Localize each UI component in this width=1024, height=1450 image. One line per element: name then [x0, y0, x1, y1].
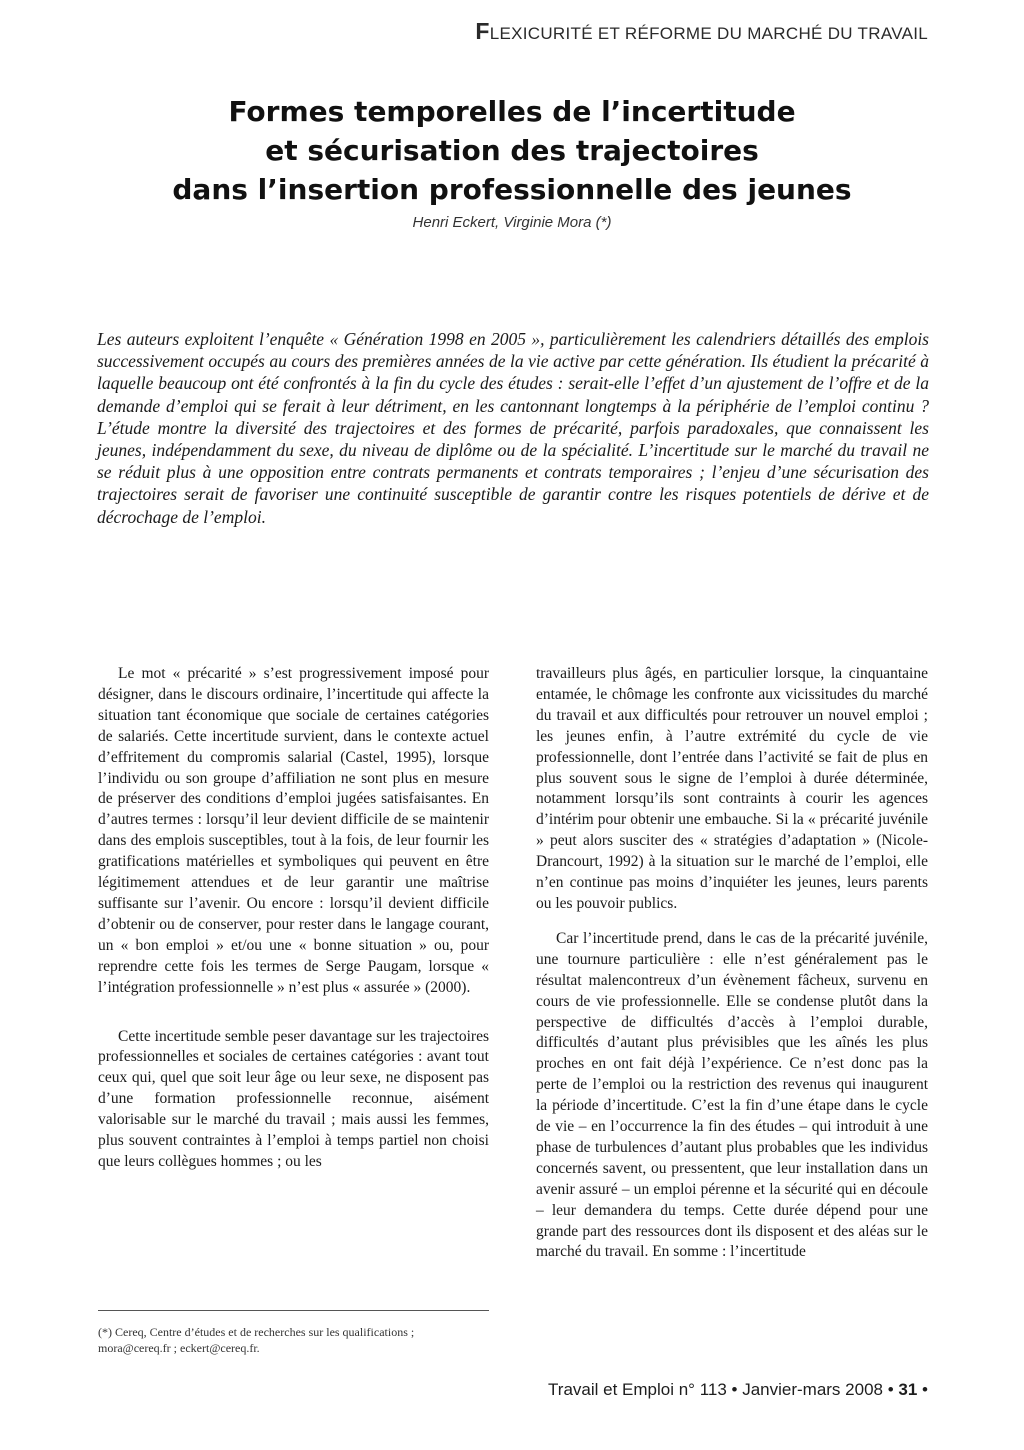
- footnote-divider: [98, 1310, 489, 1311]
- body-column-left: [98, 664, 489, 1173]
- body-paragraph: travailleurs plus âgés, en particulier lorsque, la cinquantaine entamée, le chômage les confronte aux vicissitudes du marché du travail et aux difficultés pour retrouver un nouvel emploi ; les jeunes enfin, à l’autre extrémité du cycle de vie professionnelle, dont l’entrée dans l’activité se fait de plus en plus souvent sous le signe de l’emploi à durée déterminée, notamment lorsqu’ils sont contraints à courir les agences d’intérim pour obtenir une embauche. Si la « précarité juvénile » peut alors susciter des « stratégies d’adaptation » (Nicole-Drancourt, 1992) à la situation sur le marché de l’emploi, elle n’en continue pas moins d’inquiéter les jeunes, leurs parents ou les pouvoir publics.: [536, 665, 928, 912]
- page-footer: [548, 1380, 928, 1400]
- body-column-right: [536, 664, 928, 1263]
- page-number: 31: [898, 1380, 918, 1399]
- article-title: [0, 92, 1024, 209]
- body-paragraph: Cette incertitude semble peser davantage sur les trajectoires professionnelles et sociales de certaines catégories : avant tout ceux qui, quel que soit leur âge ou leur sexe, ne disposent pas d’une formation professionnelle reconnue, aisément valorisable sur le marché du travail ; mais aussi les femmes, plus souvent contraintes à l’emploi à temps partiel non choisi que leurs collègues hommes ; ou les: [98, 1027, 489, 1170]
- article-title-line-2: et sécurisation des trajectoires: [265, 134, 759, 167]
- running-header-initial: F: [475, 18, 490, 44]
- footer-bullet: •: [922, 1380, 928, 1399]
- footer-journal: Travail et Emploi n° 113 • Janvier-mars 2008 •: [548, 1380, 894, 1399]
- running-header: [475, 18, 928, 45]
- article-authors: Henri Eckert, Virginie Mora (*): [412, 214, 612, 231]
- article-abstract: Les auteurs exploitent l’enquête « Génération 1998 en 2005 », particulièrement les calendriers détaillés des emplois successivement occupés au cours des premières années de la vie active par cette génération. Ils étudient la précarité à laquelle beaucoup ont été confrontés à la fin du cycle des études : serait-elle l’effet d’un ajustement de l’offre et de la demande d’emploi qui se ferait à leur détriment, en les cantonnant longtemps à la périphérie de l’emploi continu ? L’étude montre la diversité des trajectoires et des formes de précarité, parfois paradoxales, que connaissent les jeunes, indépendamment du sexe, du niveau de diplôme ou de la spécialité. L’incertitude sur le marché du travail ne se réduit plus à une opposition entre contrats permanents et contrats temporaires ; l’enjeu d’une sécurisation des trajectoires serait de favoriser une continuité susceptible de garantir contre les risques potentiels de dérive et de décrochage de l’emploi.: [97, 329, 929, 527]
- article-title-line-1: Formes temporelles de l’incertitude: [228, 95, 796, 128]
- article-title-line-3: dans l’insertion professionnelle des jeunes: [172, 173, 852, 206]
- body-paragraph: Car l’incertitude prend, dans le cas de la précarité juvénile, une tournure particulière : elle n’est généralement pas le résultat malencontreux d’un évènement fâcheux, survenu en cours de vie professionnelle. Elle se condense plutôt dans la perspective de difficultés d’accès à l’emploi durable, difficultés d’autant plus prévisibles que les aînés les plus proches en ont fait déjà l’expérience. Ce n’est donc pas la perte de l’emploi ou la restriction des revenus qui inaugurent la période d’incertitude. C’est la fin d’une étape dans le cycle de vie – en l’occurrence la fin des études – qui introduit à une phase de turbulences d’autant plus probables que les individus concernés savent, ou pressentent, que leur installation dans un avenir assuré – un emploi pérenne et la sécurité qui en découle – leur demandera du temps. Cette durée dépend pour une grande part des ressources dont ils disposent et des aléas sur le marché du travail. En somme : l’incertitude: [536, 929, 928, 1261]
- running-header-text: LEXICURITÉ ET RÉFORME DU MARCHÉ DU TRAVAIL: [489, 24, 928, 43]
- body-paragraph: Le mot « précarité » s’est progressivement imposé pour désigner, dans le discours ordinaire, l’incertitude qui affecte la situation tant économique que sociale de certaines catégories de salariés. Cette incertitude survient, dans le contexte actuel d’effritement du compromis salarial (Castel, 1995), lorsque l’individu ou son groupe d’affiliation ne sont plus en mesure de préserver des conditions d’emploi jugées satisfaisantes. En d’autres termes : lorsqu’il leur devient difficile de se maintenir dans des emplois susceptibles, tout à la fois, de leur fournir les gratifications matérielles et symboliques qui peuvent en être légitimement attendues et de leur garantir une maîtrise suffisante sur l’avenir. Ou encore : lorsqu’il devient difficile d’obtenir ou de conserver, pour rester dans le langage courant, un « bon emploi » et/ou une « bonne situation » ou, pour reprendre cette fois les termes de Serge Paugam, lorsque « l’intégration professionnelle » n’est plus « assurée » (2000).: [98, 665, 489, 996]
- footnote: (*) Cereq, Centre d’études et de recherches sur les qualifications ; mora@cereq.fr ; eckert@cereq.fr.: [98, 1325, 415, 1355]
